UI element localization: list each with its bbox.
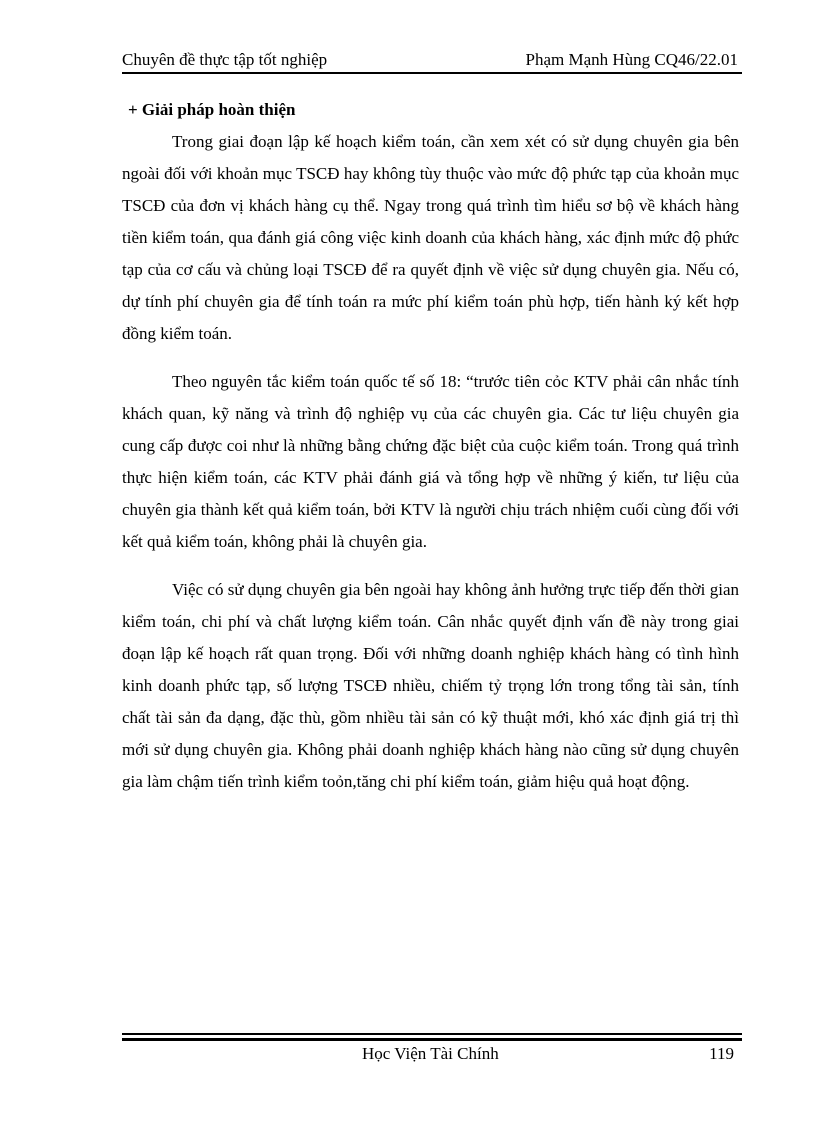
header-author: Phạm Mạnh Hùng CQ46/22.01 (525, 50, 738, 69)
page-body (122, 94, 739, 798)
header-divider (122, 72, 742, 74)
body-paragraph: Theo nguyên tắc kiểm toán quốc tế số 18: “trước tiên cỏc KTV phải cân nhắc tính khách quan, kỹ năng và trình độ nghiệp vụ của các chuyên gia. Các tư liệu chuyên gia cung cấp được coi như là những bằng chứng đặc biệt của cuộc kiểm toán. Trong quá trình thực hiện kiểm toán, các KTV phải đánh giá và tổng hợp về những ý kiến, tư liệu của chuyên gia thành kết quả kiểm toán, bởi KTV là người chịu trách nhiệm cuối cùng đối với kết quả kiểm toán, không phải là chuyên gia. (122, 372, 739, 551)
footer-divider-thin (122, 1033, 742, 1035)
page-footer (122, 1042, 738, 1066)
page-number: 119 (709, 1044, 734, 1063)
footer-divider-thick (122, 1038, 742, 1041)
section-heading: + Giải pháp hoàn thiện (128, 100, 296, 119)
footer-institution: Học Viện Tài Chính (362, 1044, 499, 1063)
page-header (122, 48, 738, 74)
body-paragraph: Trong giai đoạn lập kế hoạch kiểm toán, cần xem xét có sử dụng chuyên gia bên ngoài đối với khoản mục TSCĐ hay không tùy thuộc vào mức độ phức tạp của khoản mục TSCĐ của đơn vị khách hàng cụ thể. Ngay trong quá trình tìm hiểu sơ bộ về khách hàng tiền kiểm toán, qua đánh giá công việc kinh doanh của khách hàng, xác định mức độ phức tạp của cơ cấu và chủng loại TSCĐ để ra quyết định về việc sử dụng chuyên gia. Nếu có, dự tính phí chuyên gia để tính toán ra mức phí kiểm toán phù hợp, tiến hành ký kết hợp đồng kiểm toán. (122, 132, 739, 343)
header-document-title: Chuyên đề thực tập tốt nghiệp (122, 50, 328, 69)
body-paragraph: Việc có sử dụng chuyên gia bên ngoài hay không ảnh hưởng trực tiếp đến thời gian kiểm toán, chi phí và chất lượng kiểm toán. Cân nhắc quyết định vấn đề này trong giai đoạn lập kế hoạch rất quan trọng. Đối với những doanh nghiệp khách hàng có tình hình kinh doanh phức tạp, số lượng TSCĐ nhiều, chiếm tỷ trọng lớn trong tổng tài sản, tính chất tài sản đa dạng, đặc thù, gồm nhiều tài sản có kỹ thuật mới, khó xác định giá trị thì mới sử dụng chuyên gia. Không phải doanh nghiệp khách hàng nào cũng sử dụng chuyên gia làm chậm tiến trình kiểm toỏn,tăng chi phí kiểm toán, giảm hiệu quả hoạt động. (122, 580, 739, 791)
